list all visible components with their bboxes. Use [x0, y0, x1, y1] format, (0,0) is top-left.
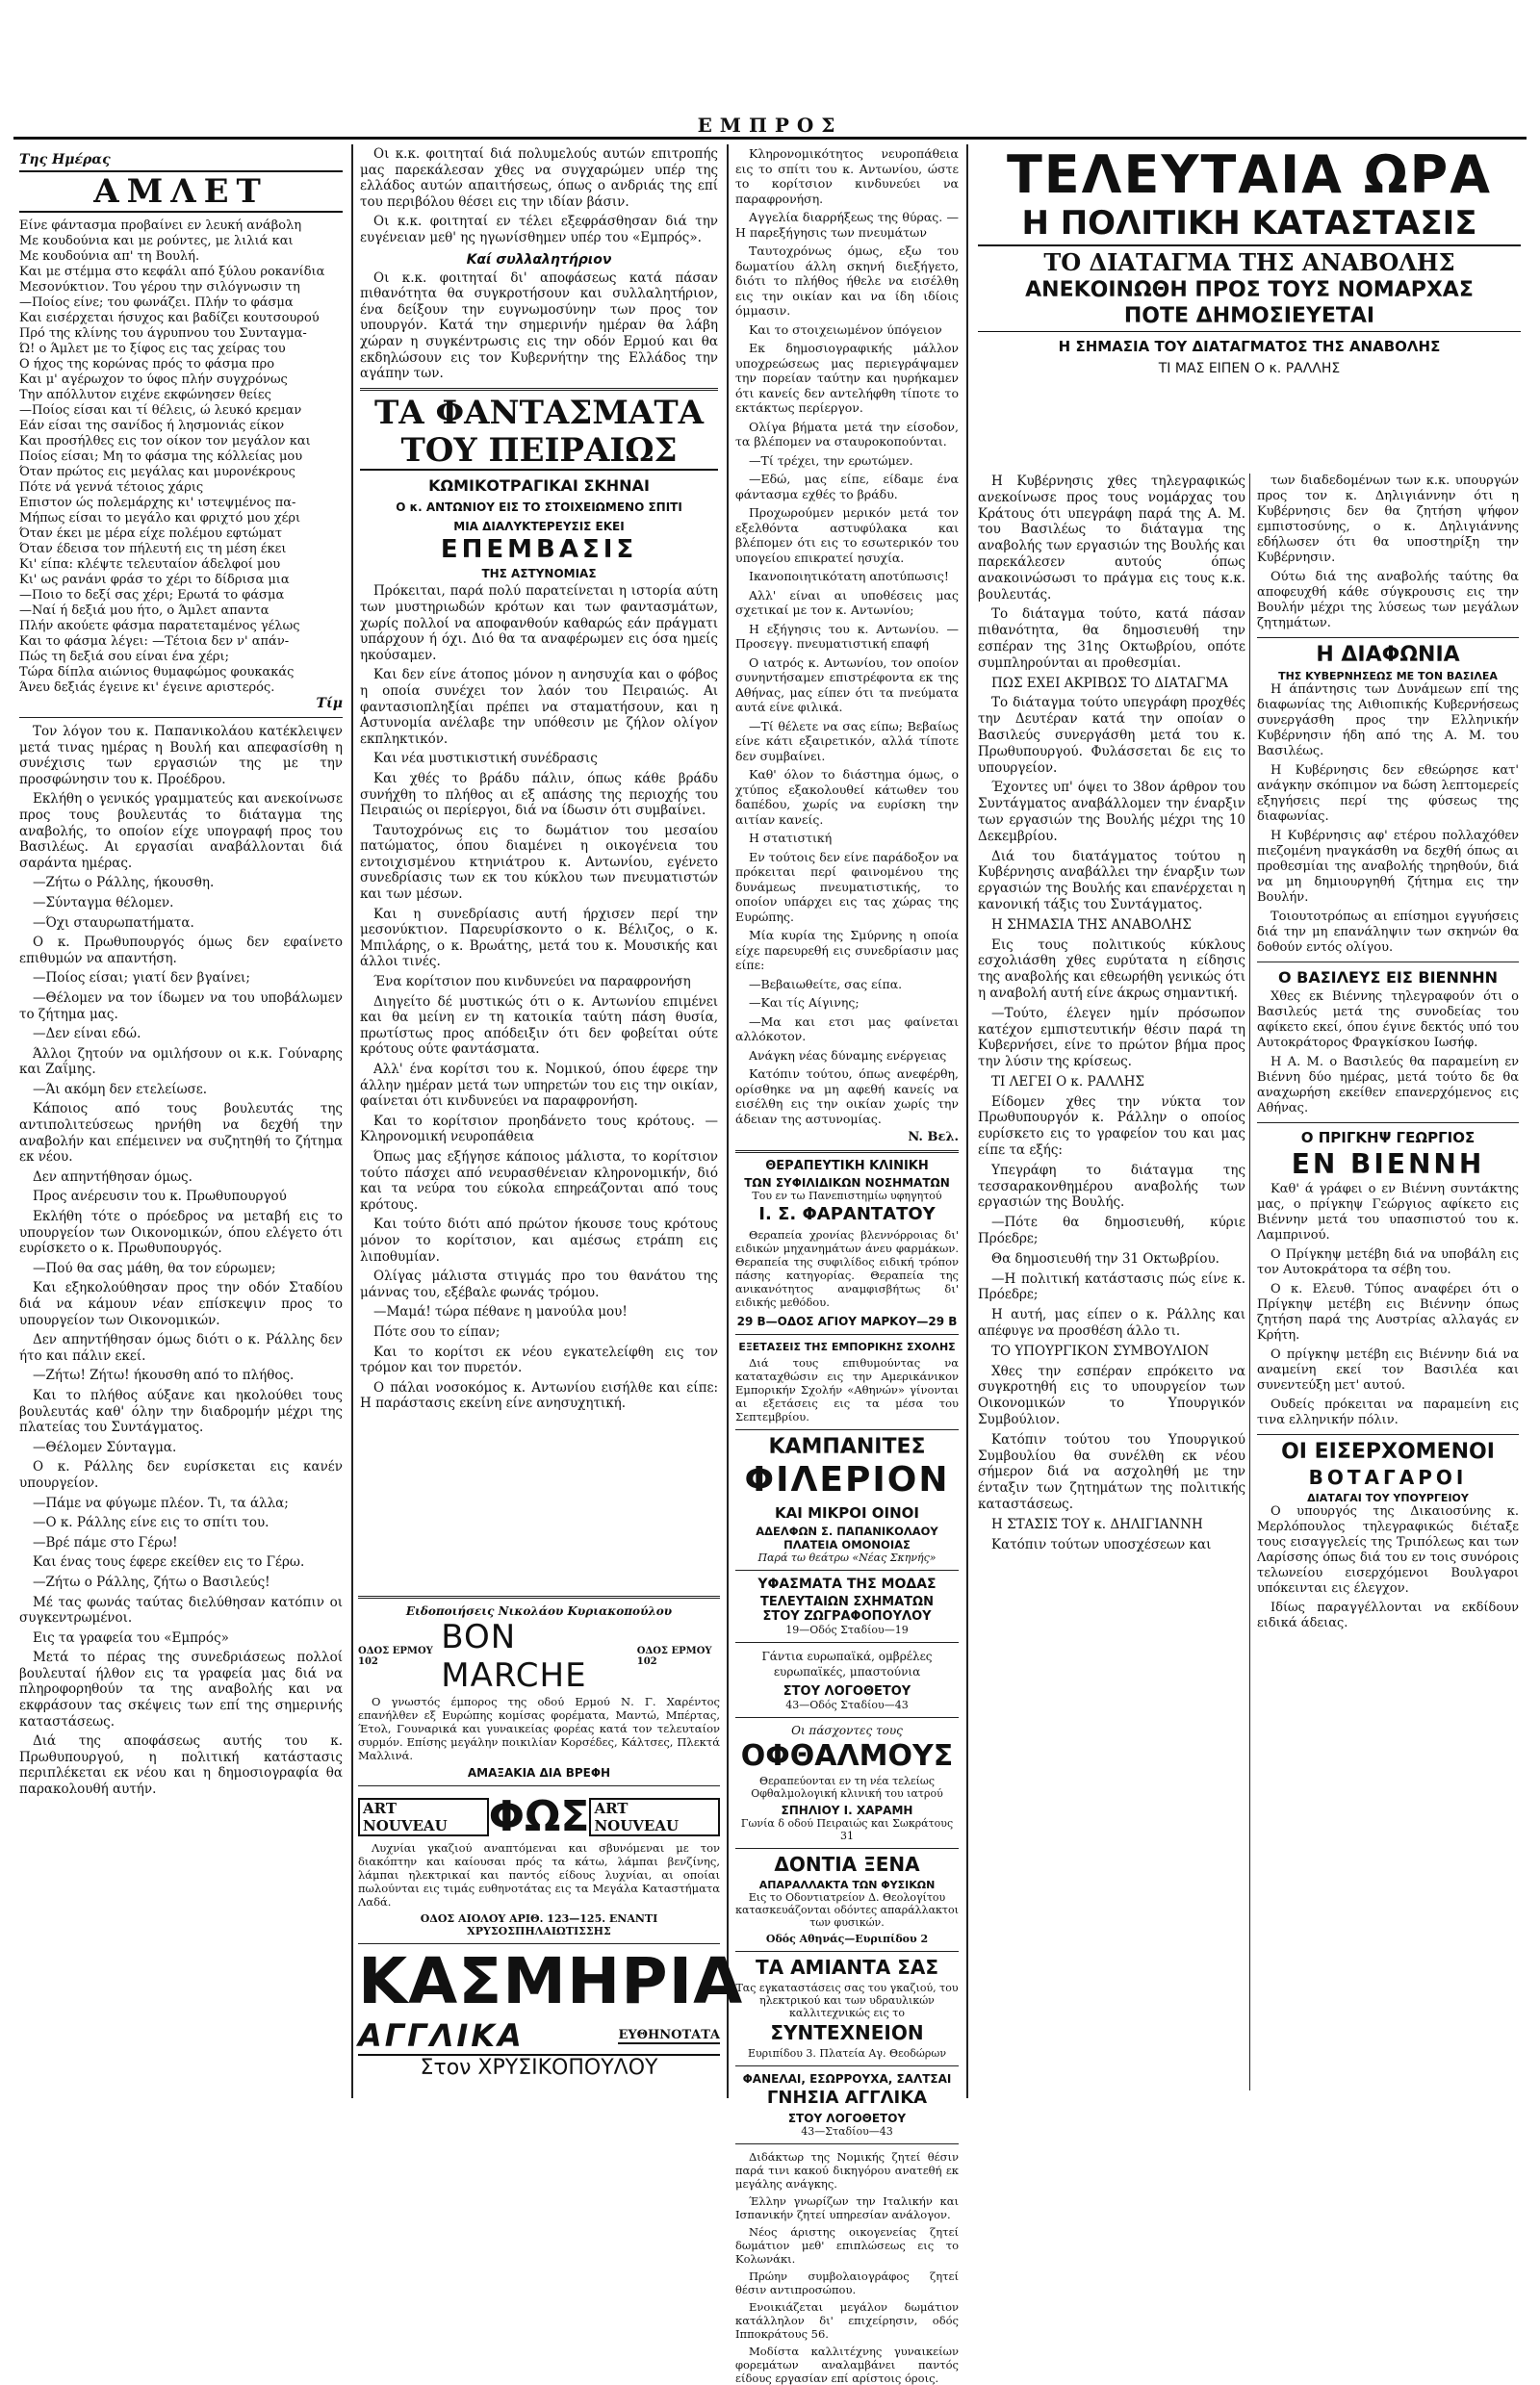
- poem-line: Πρό της κλίνης του άγρυπνου του Συνταγμα-: [19, 326, 307, 341]
- subheadline: ΤΟ ΔΙΑΤΑΓΜΑ ΤΗΣ ΑΝΑΒΟΛΗΣ: [1043, 248, 1455, 277]
- paragraph: Η ΣΤΑΣΙΣ ΤΟΥ κ. ΔΗΛΙΓΙΑΝΝΗ: [991, 1516, 1203, 1532]
- ad-subtitle: ΚΑΙ ΜΙΚΡΟΙ ΟΙΝΟΙ: [775, 1503, 919, 1522]
- ad-line: ΠΛΑΤΕΙΑ ΟΜΟΝΟΙΑΣ: [783, 1537, 911, 1552]
- paragraph: Ο κ. Ελευθ. Τύπος αναφέρει ότι ο Πρίγκηψ μετέβη εις Βιέννην όπως ζητήση παρά της Αυστρίας αλλαγάς εν Κρήτη.: [1257, 1282, 1519, 1344]
- masthead-rule: [13, 137, 1527, 140]
- ad-header-row: [358, 1618, 720, 1695]
- paragraph: —Ζήτω! Ζήτω! ήκουσθη από το πλήθος.: [33, 1368, 295, 1384]
- poem-line: Εάν είσαι της σανίδος ή λησμονιάς είκον: [19, 419, 285, 433]
- divider: [735, 1848, 959, 1849]
- paragraph: Ούτω διά της αναβολής ταύτης θα αποφευχθή κάθε σύγκρουσις εις την Βουλήν μέχρι της λύσεως των μεγάλων ζητημάτων.: [1257, 570, 1519, 630]
- paragraph: Χθες την εσπέραν επρόκειτο να συγκροτηθή εις το υπουργείον των Οικονομικών το Υπουργικόν Συμβούλιον.: [978, 1363, 1245, 1428]
- paragraph: Η Κυβέρνησις αφ' ετέρου πολλαχόθεν πιεζομένη ηναγκάσθη να δεχθή όπως αι προθεσμίαι της αναβολής τηρηθούν, διά να μη δημιουργηθή ζήτημα εις την Βουλήν.: [1257, 829, 1519, 906]
- paragraph: —Τί τρέχει, την ερωτώμεν.: [749, 452, 913, 468]
- subheading: ΜΙΑ ΔΙΑΛΥΚΤΕΡΕΥΣΙΣ ΕΚΕΙ: [453, 520, 625, 534]
- paragraph: Και νέα μυστικιστική συνέδρασις: [373, 751, 598, 767]
- classified-ad: Διδάκτωρ της Νομικής ζητεί θέσιν παρά τινι κακού δικηγόρου ανατεθή εκ μεγάλης ανάγκης.: [735, 2150, 959, 2192]
- paragraph: —Η πολιτική κατάστασις πώς είνε κ. Πρόεδρε;: [978, 1270, 1245, 1303]
- paragraph: Το διάταγμα τούτο, κατά πάσαν πιθανότητα, θα δημοσιευθή την εσπέραν της 31ης Οκτωβρίου, οπότε συμπληρούνται αι προθεσμίαι.: [978, 606, 1245, 671]
- paragraph: Και το κορίτσι εκ νέου εγκατελείφθη εις τον τρόμον και τον πυρετόν.: [360, 1344, 718, 1376]
- subheadline: ΑΝΕΚΟΙΝΩΘΗ ΠΡΟΣ ΤΟΥΣ ΝΟΜΑΡΧΑΣ: [1025, 277, 1474, 302]
- ad-header-row: [358, 1792, 720, 1841]
- ad-name: Ι. Σ. ΦΑΡΑΝΤΑΤΟΥ: [758, 1204, 936, 1224]
- subheadline: Ο ΒΑΣΙΛΕΥΣ ΕΙΣ ΒΙΕΝΝΗΝ: [1277, 968, 1499, 987]
- paragraph: Η Κυβέρνησις χθες τηλεγραφικώς ανεκοίνωσε προς τους νομάρχας του Κράτους ότι υπεγράφη παρά της Α. Μ. του Βασιλέως το διάταγμα της αναβολής των εργασιών της Βουλής και παρεκάλεσεν αυτούς όπως ανακοινώσωσι το πράγμα εις τους κ.κ. βουλευτάς.: [978, 474, 1245, 603]
- paragraph: Ο κ. Πρωθυπουργός όμως δεν εφαίνετο επιθυμών να απαντήση.: [19, 935, 343, 966]
- paragraph: Ιδίως παραγγέλλονται να εκδίδουν ειδικά άδειας.: [1257, 1600, 1519, 1630]
- ad-block: [358, 1590, 744, 2080]
- paragraph: —Βεβαιωθείτε, σας είπα.: [749, 976, 903, 991]
- ad-address: ΟΔΟΣ ΕΡΜΟΥ 102: [358, 1646, 433, 1667]
- divider: [358, 1785, 720, 1786]
- poem-line: Και με στέμμα στο κεφάλι από ξύλου ροκανίδια: [19, 265, 325, 279]
- poem-line: Ποίος είσαι; Μη το φάσμα της κόλλείας μου: [19, 449, 303, 464]
- poem-line: —Ποιο το δεξί σας χέρι; Ερωτά το φάσμα: [19, 588, 285, 603]
- ad-label: ART NOUVEAU: [589, 1798, 720, 1836]
- divider: [735, 1717, 959, 1718]
- ad-subtitle: ΣΤΟΥ ΖΩΓΡΑΦΟΠΟΥΛΟΥ: [762, 1608, 932, 1624]
- paragraph: Εκλήθη τότε ο πρόεδρος να μεταβή εις το υπουργείον των Οικονομικών, όπου ελέγετο ότι ευρίσκετο ο κ. Πρωθυπουργός.: [19, 1209, 343, 1257]
- subcolumn-left: [978, 474, 1245, 1556]
- paragraph: Και χθές το βράδυ πάλιν, όπως κάθε βράδυ συνήχθη το πλήθος αι εξ απάσης της περιοχής του Πειραιώς οι περίεργοι, διά να ίδωσιν ότι συμβαίνει.: [360, 770, 718, 819]
- paragraph: Οι κ.κ. φοιτηταί διά πολυμελούς αυτών επιτροπής μας παρεκάλεσαν χθες να συγχαρώμεν υπέρ της ελλάδος αυτών απαιτήσεως, όπως ο ανδριάς της επί του περιβόλου θέσει εις την ιδίαν βάσιν.: [360, 146, 718, 210]
- ad-subtitle: ΤΕΛΕΥΤΑΙΩΝ ΣΧΗΜΑΤΩΝ: [760, 1594, 934, 1609]
- paragraph: ΠΩΣ ΕΧΕΙ ΑΚΡΙΒΩΣ ΤΟ ΔΙΑΤΑΓΜΑ: [991, 675, 1228, 691]
- subheading: Ο κ. ΑΝΤΩΝΙΟΥ ΕΙΣ ΤΟ ΣΤΟΙΧΕΙΩΜΕΝΟ ΣΠΙΤΙ: [396, 500, 682, 515]
- paragraph: Ουδείς πρόκειται να παραμείνη εις τινα ελληνικήν πόλιν.: [1257, 1398, 1519, 1428]
- article-body: [19, 724, 343, 1798]
- divider: [735, 1150, 959, 1153]
- paragraph: Κατόπιν τούτου, όπως ανεφέρθη, ορίσθηκε να μη αφεθή κανείς να εισέλθη εις την οικίαν χωρίς την άδειαν της αστυνομίας.: [735, 1066, 959, 1126]
- ad-name: ΣΠΗΛΙΟΥ Ι. ΧΑΡΑΜΗ: [781, 1804, 913, 1818]
- poem-line: Με κουδούνια απ' τη Βουλή.: [19, 249, 200, 264]
- paragraph: Έχοντες υπ' όψει το 38ον άρθρον του Συντάγματος αναβάλλομεν την έναρξιν των εργασιών της Βουλής μέχρι της 10 Δεκεμβρίου.: [978, 780, 1245, 844]
- paragraph: Ο κ. Ράλλης δεν ευρίσκεται εις κανέν υπουργείον.: [19, 1459, 343, 1491]
- paragraph: Ένα κορίτσιον που κινδυνεύει να παραφρονήση: [373, 974, 691, 990]
- article-body: [360, 146, 718, 246]
- ad-subtitle: ΑΠΑΡΑΛΛΑΚΤΑ ΤΩΝ ΦΥΣΙΚΩΝ: [758, 1879, 936, 1892]
- paragraph: Ολίγα βήματα μετά την είσοδον, τα βλέπομεν να σταυροκοπούνται.: [735, 419, 959, 449]
- ad-subtitle: ΓΝΗΣΙΑ ΑΓΓΛΙΚΑ: [766, 2088, 928, 2109]
- paragraph: Χθες εκ Βιέννης τηλεγραφούν ότι ο Βασιλεύς μετά της συνοδείας του αφίκετο εκεί, όπου έγινε δεκτός υπό του Αυτοκράτορος Φραγκίσκου Ιωσήφ.: [1257, 989, 1519, 1051]
- divider: [735, 1570, 959, 1571]
- divider: [358, 1596, 720, 1599]
- paragraph: —Θέλομεν να τον ίδωμεν να του υποβάλωμεν το ζήτημα μας.: [19, 989, 343, 1022]
- poem-line: Άνευ δεξιάς έγεινε κι' έγεινε αριστερός.: [19, 680, 275, 695]
- divider: [735, 1951, 959, 1952]
- paragraph: Η αυτή, μας είπεν ο κ. Ράλλης και απέφυγε να προσθέση άλλο τι.: [978, 1307, 1245, 1340]
- poem-line: —Ποίος είνε; του φωνάζει. Πλήν το φάσμα: [19, 295, 294, 310]
- ad-title: Οι πάσχοντες τους: [791, 1723, 903, 1737]
- paragraph: —Ζήτω ο Ράλλης, ζήτω ο Βασιλεύς!: [33, 1574, 270, 1590]
- ad-address: 29 Β—ΟΔΟΣ ΑΓΙΟΥ ΜΑΡΚΟΥ—29 Β: [736, 1314, 958, 1328]
- poem-line: Ώ! ο Άμλετ με το ξίφος εις τας χείρας του: [19, 342, 286, 356]
- paragraph: Αλλ' ένα κορίτσι του κ. Νομικού, όπου έφερε την άλλην ημέραν μετά των υπηρετών του εις την οικίαν, φαίνεται ότι κινδυνεύει να παραφρονήση.: [360, 1062, 718, 1110]
- ad-line: Ειδοποιήσεις Νικολάου Κυριακοπούλου: [405, 1604, 673, 1618]
- headline: ΤΟΥ ΠΕΙΡΑΙΩΣ: [360, 434, 718, 471]
- paragraph: Η Α. Μ. ο Βασιλεύς θα παραμείνη εν Βιέννη δύο ημέρας, μετά τούτο δε θα αναχωρήση εκείθεν επανερχόμενος εις Αθήνας.: [1257, 1055, 1519, 1116]
- paragraph: Κατόπιν τούτου του Υπουργικού Συμβουλίου θα συνέλθη εκ νέου σήμερον διά να ασχοληθή με την ένταξιν των ζητημάτων της πολιτικής καταστάσεως.: [978, 1431, 1245, 1513]
- article-body: [1257, 1504, 1519, 1631]
- paragraph: —Ο κ. Ράλλης είνε εις το σπίτι του.: [33, 1515, 270, 1531]
- ad-title: ΘΕΡΑΠΕΥΤΙΚΗ ΚΛΙΝΙΚΗ: [765, 1159, 929, 1173]
- ad-name: ΣΥΝΤΕΧΝΕΙΟΝ: [770, 2021, 924, 2045]
- article-body: [1257, 474, 1519, 631]
- ad-address: 43—Σταδίου—43: [801, 2125, 893, 2139]
- paragraph: Θα δημοσιευθή την 31 Οκτωβρίου.: [991, 1250, 1219, 1267]
- paragraph: —Τούτο, έλεγεν ημίν πρόσωπον κατέχον εμπιστευτικήν θέσιν παρά τη Κυβερνήσει, είνε το πρώτον βήμα προς την λύσιν της κρίσεως.: [978, 1005, 1245, 1070]
- poem-line: Και προσήλθες εις τον οίκον τον μεγάλον και: [19, 434, 311, 449]
- paragraph: —Τί θέλετε να σας είπω; Βεβαίως είνε κάτι εξαιρετικόν, αλλά τίποτε δεν συμβαίνει.: [735, 718, 959, 763]
- column-divider: [727, 144, 729, 2098]
- paragraph: Πρόκειται, παρά πολύ παρατείνεται η ιστορία αύτη των μυστηριωδών κρότων και των φαντασμάτων, χωρίς πολλοί να αποφανθούν καθαρώς εάν πράγματι υπάρχουν ή όχι. Διό θα τα αναφέρωμεν εις όσα ημείς ηκούσαμεν.: [360, 583, 718, 663]
- paragraph: Και δεν είνε άτοπος μόνον η ανησυχία και ο φόβος η οποία συνέχει τον λαόν του Πειραιώς. Αι φαντασιοπληξίαι πρέπει να σταματήσουν, και η Αστυνομία ανέλαβε την υπόθεσιν με ζήλον ολίγον εκπληκτικόν.: [360, 667, 718, 747]
- poem-line: Είνε φάντασμα προβαίνει εν λευκή ανάβολη: [19, 218, 302, 233]
- ad-footer: Στον ΧΡΥΣΙΚΟΠΟΥΛΟΥ: [358, 2054, 720, 2080]
- ad-address: Ευριπίδου 3. Πλατεία Αγ. Θεοδώρων: [747, 2047, 947, 2061]
- classified-ad: Ενοικιάζεται μεγάλον δωμάτιον κατάλληλον δι' επιχείρησιν, οδός Ιπποκράτους 56.: [735, 2300, 959, 2342]
- ad-title: ΔΟΝΤΙΑ ΞΕΝΑ: [774, 1853, 920, 1877]
- ad-brand: ΚΑΣΜΗΡΙΑ: [358, 1944, 744, 2018]
- classified-ad: Έλλην γνωρίζων την Ιταλικήν και Ισπανικήν ζητεί υπηρεσίαν ανάλογον.: [735, 2194, 959, 2222]
- subcolumn-right: [1257, 474, 1519, 1635]
- ad-name: ΣΤΟΥ ΛΟΓΟΘΕΤΟΥ: [783, 1683, 911, 1699]
- paragraph: Η εξήγησις του κ. Αντωνίου. — Προσεγγ. πνευματιστική επαφή: [735, 621, 959, 651]
- poem-line: Επιστον ώς πολεμάρχης κι' ιστεψμένος πα-: [19, 496, 296, 510]
- paragraph: Κληρονομικότητος νευροπάθεια εις το σπίτι του κ. Αντωνίου, ώστε το κορίτσιον κινδυνεύει να παραφρονήση.: [735, 146, 959, 206]
- poem: [19, 218, 343, 696]
- divider: [1257, 1122, 1519, 1123]
- poem-line: Με κουδούνια και με ρούντες, με λιλιά και: [19, 234, 294, 248]
- paragraph: Ανάγκη νέας δύναμης ενέργειας: [749, 1047, 947, 1063]
- masthead-title: ΕΜΠΡΟΣ: [697, 114, 843, 137]
- poem-line: Την απόλλυτον ειχένε εκφώνησεν θείες: [19, 388, 271, 402]
- ad-brand: ΟΦΘΑΛΜΟΥΣ: [740, 1738, 954, 1773]
- headline: ΤΑ ΦΑΝΤΑΣΜΑΤΑ: [373, 393, 704, 432]
- article-body: [978, 474, 1245, 1552]
- subheading: ΕΠΕΜΒΑΣΙΣ: [440, 535, 638, 565]
- ad-line: Παρά τω θεάτρω «Νέας Σκηνής»: [757, 1551, 937, 1564]
- paragraph: Ολίγας μάλιστα στιγμάς προ του θανάτου της μάννας του, εξέβαλε φωνάς τρόμου.: [360, 1269, 718, 1300]
- poem-line: —Ποίος είσαι και τί θέλεις, ώ λευκό κρεμαν: [19, 403, 302, 418]
- classified-ad: Νέος άριστης οικογενείας ζητεί δωμάτιον μεθ' επιπλώσεως εις το Κολωνάκι.: [735, 2225, 959, 2267]
- paragraph: Εις τους πολιτικούς κύκλους εσχολιάσθη χθες ευρύτατα η είδησις της αναβολής και εθεωρήθη γενικώς ότι η αναβολή αυτή είνε άκρως σημαντική.: [978, 936, 1245, 1001]
- ad-title: ΕΞΕΤΑΣΕΙΣ ΤΗΣ ΕΜΠΟΡΙΚΗΣ ΣΧΟΛΗΣ: [738, 1340, 956, 1353]
- poem-line: Πότε νά γεννά τέτοιος χάρις: [19, 480, 204, 495]
- subheadline: ΤΗΣ ΚΥΒΕΡΝΗΣΕΩΣ ΜΕ ΤΟΝ ΒΑΣΙΛΕΑ: [1278, 670, 1498, 683]
- paragraph: Πότε σου το είπαν;: [373, 1323, 500, 1340]
- ad-label: ΕΥΘΗΝΟΤΑΤΑ: [618, 2027, 720, 2042]
- poem-line: Όταν έδεισα τον πήλευτή εις τη μέση έκει: [19, 542, 287, 556]
- subheading: ΤΗΣ ΑΣΤΥΝΟΜΙΑΣ: [481, 567, 597, 581]
- paragraph: Κάποιος από τους βουλευτάς της αντιπολιτεύσεως ηρνήθη να δεχθή την αναβολήν και επέμεινεν να συζητηθή το ζήτημα εκ νέου.: [19, 1101, 343, 1166]
- ad-name: ΣΤΟΥ ΛΟΓΟΘΕΤΟΥ: [787, 2112, 907, 2126]
- article-body: [1257, 1182, 1519, 1428]
- paragraph: Η άπάντησις των Δυνάμεων επί της διαφωνίας της Αιθιοπικής Κυβερνήσεως συνεργάσθη προς την Ελληνικήν Κυβέρνησιν ήδη από της Α. Μ. του Βασιλέως.: [1257, 682, 1519, 759]
- paragraph: Κατόπιν τούτων υποσχέσεων και: [991, 1536, 1212, 1552]
- paragraph: Διηγείτο δέ μυστικώς ότι ο κ. Αντωνίου επιμένει και θα μείνη εν τη κατοικία ταύτη πάση θυσία, πρωτίστως προς απόδειξιν ότι δεν φοβείται ούτε κρότους ούτε φαντάσματα.: [360, 993, 718, 1058]
- paragraph: Εν τούτοις δεν είνε παράδοξον να πρόκειται περί φαινομένου της δυνάμεως πνευματιστικής, το οποίον υπάρχει εις τας χώρας της Ευρώπης.: [735, 849, 959, 924]
- ad-line: Του εν τω Πανεπιστημίω υφηγητού: [752, 1190, 942, 1202]
- ad-line: ΑΔΕΛΦΩΝ Σ. ΠΑΠΑΝΙΚΟΛΑΟΥ: [756, 1524, 938, 1538]
- subheadline: ΔΙΑΤΑΓΑΙ ΤΟΥ ΥΠΟΥΡΓΕΙΟΥ: [1307, 1491, 1469, 1504]
- paragraph: Ο πρίγκηψ μετέβη εις Βιέννην διά να αναμείνη εκεί τον Βασιλέα και συνεντεύξη μετ' αυτού.: [1257, 1347, 1519, 1394]
- column-divider: [1249, 474, 1250, 2090]
- paragraph: —Δεν είναι εδώ.: [33, 1026, 141, 1042]
- paragraph: Μέ τας φωνάς ταύτας διελύθησαν κατόπιν οι συγκεντρωμένοι.: [19, 1594, 343, 1627]
- paragraph: Ο υπουργός της Δικαιοσύνης κ. Μερλόπουλος τηλεγραφικώς διέταξε τους εισαγγελείς της Τριπόλεως και των Λαρίσσης όπως διά του εν τοις συνόροις τελωνείου εισερχόμενοι Βουλγαροι υπόκεινται εις έλεγχον.: [1257, 1503, 1519, 1596]
- paragraph: —Πού θα σας μάθη, θα τον εύρωμεν;: [33, 1260, 276, 1276]
- article-body: [1257, 682, 1519, 956]
- column-4: [972, 146, 1527, 2098]
- poem-line: Πλήν ακούετε φάσμα παρατεταμένος γέλως: [19, 619, 300, 633]
- paragraph: Η στατιστική: [749, 831, 833, 845]
- paragraph: Και η συνεδρίασις αυτή ήρχισεν περί την μεσονύκτιον. Παρευρίσκοντο ο κ. Βέλιζος, ο κ. Μπιλάρης, ο κ. Βρωάτης, μετά του κ. Μουσικής και άλλοι τινές.: [360, 906, 718, 970]
- paragraph: —Μα και ετσι μας φαίνεται αλλόκοτον.: [735, 1013, 959, 1043]
- divider: [735, 2065, 959, 2066]
- paragraph: —Πότε θα δημοσιευθή, κύριε Πρόεδρε;: [978, 1215, 1245, 1247]
- poem-line: Μήπως είσαι το μεγάλο και φριχτό μου χέρι: [19, 511, 301, 526]
- subheadline: ΒΟΤΑΓΑΡΟΙ: [1308, 1465, 1468, 1489]
- subheadline: ΟΙ ΕΙΣΕΡΧΟΜΕΝΟΙ: [1281, 1440, 1495, 1465]
- paragraph: Όπως μας εξήγησε κάποιος μάλιστα, το κορίτσιον τούτο πάσχει από νευρασθένειαν κληρονομικήν, διό και τα νεύρα του εύκολα επηρεάζονται από τους κρότους.: [360, 1148, 718, 1213]
- paragraph: Οι κ.κ. φοιτηταί εν τέλει εξεφράσθησαν διά την ευγένειαν μεθ' ης ηγωνίσθημεν υπέρ του «Εμπρός».: [360, 214, 718, 245]
- ad-body: Διά τους επιθυμούντας να καταταχθώσιν εις την Αμερικάνικον Εμπορικήν Σχολήν «Αθηνών» γίνονται αι εξετάσεις εις τα μέσα του Σεπτεμβρίου.: [735, 1355, 959, 1423]
- poem-line: —Ναί ή δεξιά μου ήτο, ο Άμλετ απαντα: [19, 603, 270, 618]
- ad-address: Οδός Αθηνάς—Ευριπίδου 2: [765, 1933, 929, 1946]
- paragraph: —Μαμά! τώρα πέθανε η μανούλα μου!: [373, 1304, 628, 1321]
- section-label: Της Ημέρας: [19, 152, 111, 167]
- paragraph: ΤΟ ΥΠΟΥΡΓΙΚΟΝ ΣΥΜΒΟΥΛΙΟΝ: [991, 1343, 1210, 1359]
- paragraph: Ο πάλαι νοσοκόμος κ. Αντωνίου εισήλθε και είπε: Η παράστασις εκείνη είνε ανησυχητική.: [360, 1379, 718, 1412]
- paragraph: Δεν απηντήθησαν όμως διότι ο κ. Ράλλης δεν ήτο και πάλιν εκεί.: [19, 1332, 343, 1364]
- poem-line: Μεσονύκτιον. Του γέρου την σιλόγνωσιν τη: [19, 280, 300, 295]
- ad-brand: ΦΙΛΕΡΙΟΝ: [744, 1459, 950, 1500]
- subheadline: Η ΣΗΜΑΣΙΑ ΤΟΥ ΔΙΑΤΑΓΜΑΤΟΣ ΤΗΣ ΑΝΑΒΟΛΗΣ: [1058, 337, 1441, 355]
- poem-line: Και μ' αγέρωχον το ύφος πλήν συγχρόνως: [19, 372, 288, 387]
- paragraph: —Θέλομεν Σύνταγμα.: [33, 1439, 177, 1455]
- poem-line: Πώς τη δεξιά σου είναι ένα χέρι;: [19, 650, 229, 664]
- article-signature: N. Βελ.: [908, 1130, 959, 1144]
- poem-line: Ο ήχος της κορώνας πρός το φάσμα προ: [19, 357, 275, 372]
- ad-body: Θεραπεία χρονίας βλεννόρροιας δι' ειδικών μηχανημάτων άνευ φαρμάκων. Θεραπεία της συφιλίδος ειδική τρόπον πάσης κατηγορίας. Θεραπεία της ανικανότητος αναμφισβήτως δι' ειδικής μεθόδου.: [735, 1227, 959, 1309]
- paragraph: Δεν απηντήθησαν όμως.: [33, 1168, 192, 1185]
- poem-line: Όταν πρώτος εις μεγάλας και μυρονέκρους: [19, 465, 295, 479]
- paragraph: Οι κ.κ. φοιτηταί δι' αποφάσεως κατά πάσαν πιθανότητα θα συγκροτήσουν και συλλαλητήριον, ένα δείξουν την ευγνωμοσύνην των προς τον υπουργόν. Κατά την σημερινήν ημέραν θα λάβη χώραν η συγκέντρωσις εις την οδόν Ερμού και θα εκδηλώσουν εις τον Κυβερνήτην της Ελλάδος την αγάπην των.: [360, 269, 718, 382]
- ad-subtitle: ΤΩΝ ΣΥΦΙΛΙΔΙΚΩΝ ΝΟΣΗΜΑΤΩΝ: [744, 1176, 950, 1190]
- ad-address: Γωνία δ οδού Πειραιώς και Σωκράτους 31: [740, 1817, 954, 1843]
- subheading: Καί συλλαλητήριον: [466, 251, 612, 268]
- paragraph: Μία κυρία της Σμύρνης η οποία είχε παρευρεθή εις συνεδρίασιν μας είπε:: [735, 928, 959, 972]
- divider: [735, 1334, 959, 1335]
- paragraph: —Εδώ, μας είπε, είδαμε ένα φάντασμα εχθές το βράδυ.: [735, 472, 959, 501]
- subheadline: ΕΝ ΒΙΕΝΝΗ: [1291, 1148, 1485, 1181]
- poem-line: Και το φάσμα λέγει: —Τέτοια δεν ν' απάν-: [19, 634, 290, 649]
- paragraph: Ταυτοχρόνως εις το δωμάτιον του μεσαίου πατώματος, όπου διαμένει η οικογένεια του εντοιχισμένου κτηνιάτρου κ. Αντωνίου, εγένετο συνεδρίασις των εκ του κύκλου των πνευματιστών και των μέσων.: [360, 822, 718, 903]
- paragraph: —Όχι σταυρωπατήματα.: [33, 914, 194, 931]
- paragraph: ΤΙ ΛΕΓΕΙ Ο κ. ΡΑΛΛΗΣ: [991, 1073, 1145, 1090]
- paragraph: Η Κυβέρνησις δεν εθεώρησε κατ' ανάγκην σκόπιμον να δώση λεπτομερείς εξηγήσεις περί της φύσεως της διαφωνίας.: [1257, 763, 1519, 825]
- poem-line: Όταν έκει με μέρα είχε πολέμου εφτώματ: [19, 526, 283, 541]
- subheadline: Η ΔΙΑΦΩΝΙΑ: [1316, 643, 1460, 667]
- article-body: [735, 146, 959, 1126]
- subheadline: ΤΙ ΜΑΣ ΕΙΠΕΝ Ο κ. ΡΑΛΛΗΣ: [1158, 360, 1341, 376]
- headline: Η ΠΟΛΙΤΙΚΗ ΚΑΤΑΣΤΑΣΙΣ: [978, 207, 1521, 247]
- paragraph: —Σύνταγμα θέλομεν.: [33, 894, 174, 910]
- divider: [1257, 637, 1519, 638]
- paragraph: —Και τίς Αίγινης;: [749, 995, 860, 1010]
- ad-brand: BON MARCHE: [441, 1618, 587, 1695]
- ad-body: Θεραπεύονται εν τη νέα τελείως Οφθαλμολογική κλινική του ιατρού: [751, 1775, 943, 1801]
- divider: [735, 1642, 959, 1643]
- paragraph: Είδομεν χθες την νύκτα τον Πρωθυπουργόν κ. Ράλλην ο οποίος ευρίσκετο εις το γραφείον του και μας είπε τα εξής:: [978, 1093, 1245, 1159]
- paragraph: Και ένας τους έφερε εκείθεν εις το Γέρω.: [33, 1554, 305, 1571]
- paragraph: Και τούτο διότι από πρώτον ήκουσε τους κρότους μόνον το κορίτσιον, και αμέσως ετράπη εις λιποθυμίαν.: [360, 1217, 718, 1265]
- paragraph: Εις τα γραφεία του «Εμπρός»: [33, 1629, 229, 1646]
- classifieds: [735, 2150, 959, 2385]
- paragraph: Υπεγράφη το διάταγμα της τεσσαρακονθημέρου αναβολής των εργασιών της Βουλής.: [978, 1162, 1245, 1211]
- paragraph: Ο ιατρός κ. Αντωνίου, τον οποίον συνηντήσαμεν επιστρέφοντα εκ της Αθήνας, μας είπεν ότι τα πνεύματα αυτά είνε φιλικά.: [735, 654, 959, 714]
- headline: ΤΕΛΕΥΤΑΙΑ ΩΡΑ: [1006, 144, 1493, 205]
- paragraph: Διά της αποφάσεως αυτής του κ. Πρωθυπουργού, η πολιτική κατάστασις περιπλέκεται εκ νέου και η δημοσιογραφία θα παρακολουθή αυτήν.: [19, 1733, 343, 1798]
- paragraph: Μετά το πέρας της συνεδριάσεως πολλοί βουλευταί ήλθον εις τα γραφεία μας διά να πληροφορηθούν τα της αναβολής και να εκφράσουν τας σκέψεις των επί της σημερινής καταστάσεως.: [19, 1650, 343, 1730]
- subheading: ΚΩΜΙΚΟΤΡΑΓΙΚΑΙ ΣΚΗΝΑΙ: [428, 476, 650, 496]
- ad-title: ΥΦΑΣΜΑΤΑ ΤΗΣ ΜΟΔΑΣ: [757, 1576, 937, 1592]
- paragraph: Και εξηκολούθησαν προς την οδόν Σταδίου διά να κάμουν νέαν επίσκεψιν προς το υπουργείον των Οικονομικών.: [19, 1280, 343, 1328]
- column-3: [730, 146, 964, 2385]
- paragraph: —Ποίος είσαι; γιατί δεν βγαίνει;: [33, 970, 250, 987]
- divider: [735, 1429, 959, 1430]
- column-1: [13, 146, 348, 2098]
- paragraph: Αλλ' είναι αι υποθέσεις μας σχετικαί με τον κ. Αντωνίου;: [735, 587, 959, 617]
- article-body: [1257, 989, 1519, 1116]
- paragraph: Και το πλήθος αύξανε και ηκολούθει τους βουλευτάς καθ' όλην την διαδρομήν μέχρι της πλατείας του Συντάγματος.: [19, 1387, 343, 1436]
- divider: [360, 388, 718, 391]
- paragraph: Καθ' όλον το διάστημα όμως, ο χτύπος εξακολουθεί κάτωθεν του δαπέδου, χωρίς να ευρίσκη την αιτίαν κανείς.: [735, 767, 959, 827]
- paragraph: Και το στοιχειωμένον ύπόγειον: [749, 321, 942, 337]
- ad-address: ΟΔΟΣ ΑΙΟΛΟΥ ΑΡΙΘ. 123—125. ΕΝΑΝΤΙ ΧΡΥΣΟΣΠΗΛΑΙΩΤΙΣΣΗΣ: [420, 1912, 658, 1937]
- ad-subtitle: ΑΓΓΛΙΚΑ: [358, 2017, 525, 2054]
- poem-line: Κι' είπα: κλέψτε τελευταίον άδελφοί μου: [19, 557, 281, 572]
- poem-line: Κι' ως ρανάνι φράσ το χέρι το δίδρισα μια: [19, 573, 290, 587]
- ad-body: Ο γνωστός έμπορος της οδού Ερμού Ν. Γ. Χαρέντος επανήλθεν εξ Ευρώπης κομίσας φορέματα, Μαντώ, Μπέρτας, Έτολ, Γουναρικά και γυναικείας φορέας κατά τον τελευταίον συρμόν. Επίσης μεγάλην ποικιλίαν Κορσέδες, Κάλτσες, Πλεκτά Μαλλινά.: [358, 1695, 720, 1762]
- paragraph: Ικανοποιητικότατη αποτύπωσις!: [749, 569, 949, 583]
- ad-address: 43—Οδός Σταδίου—43: [785, 1698, 909, 1711]
- paragraph: —Ζήτω ο Ράλλης, ήκουσθη.: [33, 875, 215, 891]
- paragraph: Άλλοι ζητούν να ομιλήσουν οι κ.κ. Γούναρης και Ζαΐμης.: [19, 1045, 343, 1078]
- paragraph: Και το κορίτσιον προηδάνετο τους κρότους. — Κληρονομική νευροπάθεια: [360, 1113, 718, 1145]
- ad-title: ΤΑ ΑΜΙΑΝΤΑ ΣΑΣ: [755, 1956, 938, 1980]
- paragraph: Ταυτοχρόνως όμως, εξω του δωματίου άλλη σκηνή διεξήγετο, διότι το πλήθος ήθελε να εισέλθη εις την οικίαν και να ίδη ιδίοις όμμασιν.: [735, 244, 959, 318]
- classified-ad: Πρώην συμβολαιογράφος ζητεί θέσιν αντιπροσώπου.: [735, 2270, 959, 2297]
- ad-body: Εις το Οδοντιατρείον Δ. Θεολογίτου κατασκευάζονται οδόντες απαράλλακτοι των φυσικών.: [735, 1891, 959, 1930]
- ad-body: Γάντια ευρωπαϊκά, ομβρέλες ευρωπαϊκές, μπαστούνια: [761, 1649, 933, 1680]
- ad-body: Τας εγκαταστάσεις σας του γκαζιού, του ηλεκτρικού και των υδραυλικών καλλιτεχνικώς εις το: [735, 1982, 959, 2020]
- paragraph: Διά του διατάγματος τούτου η Κυβέρνησις αναβάλλει την έναρξιν των εργασιών της Βουλής και επανέρχεται η κανονική τάξις του Συντάγματος.: [978, 848, 1245, 912]
- ad-title: ΚΑΜΠΑΝΙΤΕΣ: [768, 1434, 926, 1459]
- divider: [1257, 1434, 1519, 1435]
- divider: [19, 717, 343, 718]
- column-divider: [966, 144, 968, 2098]
- ad-brand: ΦΩΣ: [488, 1792, 590, 1841]
- subheadline: Ο ΠΡΙΓΚΗΨ ΓΕΩΡΓΙΟΣ: [1300, 1129, 1476, 1147]
- ad-body: Λυχνίαι γκαζιού αναπτόμεναι και σβυνόμεναι με τον διακόπτην και καίουσαι πρός τα κάτω, λάμπαι βενζίνης, λάμπαι ηλεκτρικαί και παντός είδους λυχνίαι, αι οποίαι πωλούνται εις τιμάς ευθηνοτάτας εις τα Μεγάλα Καταστήματα Λαδά.: [358, 1841, 720, 1909]
- ad-title: ΦΑΝΕΛΑΙ, ΕΣΩΡΡΟΥΧΑ, ΣΑΛΤΣΑΙ: [742, 2072, 952, 2087]
- ad-address: 19—Οδός Σταδίου—19: [785, 1623, 909, 1636]
- paragraph: Τον λόγον του κ. Παπανικολάου κατέκλειψεν μετά τινας ημέρας η Βουλή και απεφασίσθη η συνέχισις των εργασιών της με την προσφώνησιν του κ. Προέδρου.: [19, 724, 343, 787]
- paragraph: των διαδεδομένων των κ.κ. υπουργών προς τον κ. Δηλιγιάννην ότι η Κυβέρνησις δεν θα ζητήση ψήφον εμπιστοσύνης, ο κ. Δηλιγιάννης εδήλωσεν ότι θα υποστηρίξη την Κυβέρνησιν.: [1257, 474, 1519, 565]
- paragraph: —Πάμε να φύγωμε πλέον. Τι, τα άλλα;: [33, 1495, 289, 1511]
- poem-line: Και εισέρχεται ήσυχος και βαδίζει κουτσουρού: [19, 311, 320, 325]
- paragraph: —Βρέ πάμε στο Γέρω!: [33, 1534, 178, 1551]
- paragraph: Η ΣΗΜΑΣΙΑ ΤΗΣ ΑΝΑΒΟΛΗΣ: [991, 916, 1192, 933]
- paragraph: Τοιουτοτρόπως αι επίσημοι εγγυήσεις διά την μη επανάληψιν των σκηνών θα δοθούν εντός ολίγου.: [1257, 910, 1519, 956]
- subheadline: ΠΟΤΕ ΔΗΜΟΣΙΕΥΕΤΑΙ: [978, 305, 1521, 332]
- paragraph: Προχωρούμεν μερικόν μετά τον εξελθόντα αστυφύλακα και βλέπομεν ότι εις το εσωτερικόν του υπογείου επικρατεί ησυχία.: [735, 505, 959, 565]
- ad-header-row: [358, 2017, 720, 2054]
- paragraph: Εκλήθη ο γενικός γραμματεύς και ανεκοίνωσε προς τους βουλευτάς το διάταγμα της αναβολής, το οποίον είχε υπογραφή προς του Βασιλέως. Αι εργασίαι αναβάλλονται διά σαράντα ημέρας.: [19, 791, 343, 871]
- ad-address: ΟΔΟΣ ΕΡΜΟΥ 102: [636, 1646, 712, 1667]
- paragraph: Ο Πρίγκηψ μετέβη διά να υποβάλη εις τον Αυτοκράτορα τα σέβη του.: [1257, 1247, 1519, 1278]
- poem-title: ΑΜΛΕΤ: [19, 170, 343, 213]
- divider: [735, 2143, 959, 2144]
- article-body: [360, 583, 718, 1412]
- paragraph: —Άι ακόμη δεν ετελείωσε.: [33, 1081, 208, 1097]
- paragraph: Προς ανέρευσιν του κ. Πρωθυπουργού: [33, 1189, 287, 1205]
- paragraph: Εκ δημοσιογραφικής μάλλον υποχρεώσεως μας περιεγράψαμεν την πορείαν ταύτην και ηυρήκαμεν ότι κανείς δεν αντελήφθη τίποτε το εκτάκτως περίεργον.: [735, 341, 959, 415]
- paragraph: Το διάταγμα τούτο υπεγράφη προχθές την Δευτέραν κατά την οποίαν ο Βασιλεύς συνεργάσθη μετά του κ. Πρωθυπουργού. Φυλάσσεται δε εις το υπουργείον.: [978, 695, 1245, 776]
- poem-line: Τώρα δίπλα αιώνιος θυμαφώμος φουκακάς: [19, 665, 295, 680]
- ad-label: ART NOUVEAU: [358, 1798, 489, 1836]
- classified-ad: Μοδίστα καλλιτέχνης γυναικείων φορεμάτων αναλαμβάνει παντός είδους εργασίαν επί αρίστοις όροις.: [735, 2345, 959, 2385]
- paragraph: Αγγελία διαρρήξεως της θύρας. — Η παρεξήγησις των πνευμάτων: [735, 210, 959, 240]
- poem-signature: Τίμ: [316, 696, 343, 711]
- paragraph: Καθ' ά γράφει ο εν Βιέννη συντάκτης μας, ο πρίγκηψ Γεώργιος αφίκετο εις Βιέννην μετά του υπασπιστού του κ. Λαμπρινού.: [1257, 1182, 1519, 1244]
- column-divider: [351, 144, 353, 2098]
- ad-line: ΑΜΑΞΑΚΙΑ ΔΙΑ ΒΡΕΦΗ: [467, 1766, 611, 1780]
